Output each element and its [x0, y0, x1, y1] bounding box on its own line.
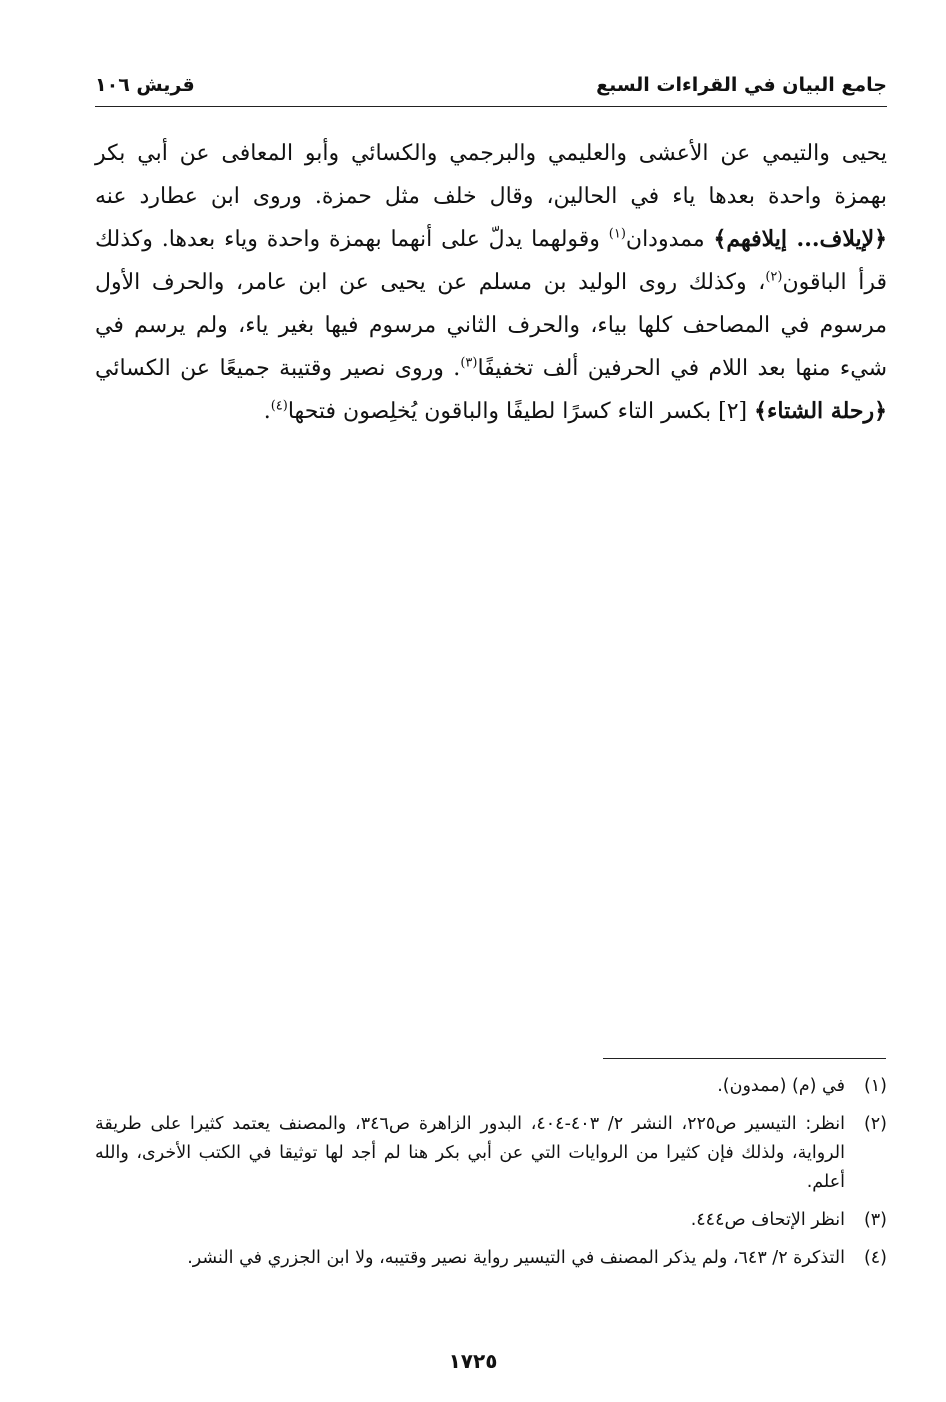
text-run: ، وكذلك روى الوليد بن مسلم عن يحيى عن ابن عامر، والحرف الأول مرسوم في المصاحف كلها بياء، والحرف الثاني مرسوم فيها بغير ياء، ولم يرسم في شيء منها بعد اللام في الحرفين ألف تخفيفًا [95, 270, 888, 381]
page-header [95, 66, 887, 107]
footnote-text: التذكرة ٢/ ٦٤٣، ولم يذكر المصنف في التيسير رواية نصير وقتيبه، ولا ابن الجزري في النشر. [187, 1248, 845, 1268]
footnote-text: انظر الإتحاف ص٤٤٤. [690, 1210, 845, 1230]
footnote-item [95, 1072, 887, 1101]
text-run: يحيى والتيمي عن الأعشى والعليمي والبرجمي والكسائي وأبو المعافى عن أبي بكر بهمزة واحدة بعدها ياء في الحالين، وقال خلف مثل حمزة. وروى ابن عطارد عنه [95, 141, 887, 209]
text-run: وقولهما يدلّ على أنهما بهمزة واحدة وياء بعدها. وكذلك قرأ الباقون [95, 227, 887, 295]
footnote-ref[interactable]: (١) [608, 226, 626, 242]
running-title: جامع البيان في القراءات السبع [596, 74, 887, 96]
quran-quote: ﴿رحلة الشتاء﴾ [754, 398, 887, 424]
surah-page-label: قريش ١٠٦ [95, 74, 195, 96]
text-run: ممدودان [625, 227, 714, 252]
text-run: . وروى نصير وقتيبة جميعًا عن الكسائي [95, 356, 461, 381]
footnote-ref[interactable]: (٢) [765, 269, 783, 285]
footnote-ref[interactable]: (٣) [460, 355, 478, 371]
text-run: . [263, 399, 271, 424]
footnote-number: (٣) [863, 1210, 887, 1230]
main-text [95, 132, 887, 433]
footnote-number: (٢) [863, 1114, 887, 1134]
footnote-item [95, 1110, 887, 1197]
page-number: ١٧٢٥ [448, 1349, 498, 1373]
text-run: [٢] بكسر التاء كسرًا لطيفًا والباقون يُخلِصون فتحها [287, 399, 755, 424]
footnotes [95, 1072, 887, 1282]
footnote-text: في (م) (ممدون). [717, 1076, 845, 1096]
footnote-divider [603, 1058, 886, 1059]
footnote-item [95, 1206, 887, 1235]
quran-quote: ﴿لإيلاف... إيلافهم﴾ [713, 226, 888, 252]
footnote-ref[interactable]: (٤) [270, 398, 288, 414]
footnote-item [95, 1244, 887, 1273]
footnote-text: انظر: التيسير ص٢٢٥، النشر ٢/ ٤٠٣-٤٠٤، البدور الزاهرة ص٣٤٦، والمصنف يعتمد كثيرا على طريقة الرواية، ولذلك فإن كثيرا من الروايات التي عن أبي بكر هنا لم أجد لها توثيقا في الكتب الأخرى، والله أعلم. [95, 1114, 845, 1192]
main-paragraph [95, 132, 887, 433]
footnote-number: (١) [863, 1076, 887, 1096]
footnote-number: (٤) [863, 1248, 887, 1268]
